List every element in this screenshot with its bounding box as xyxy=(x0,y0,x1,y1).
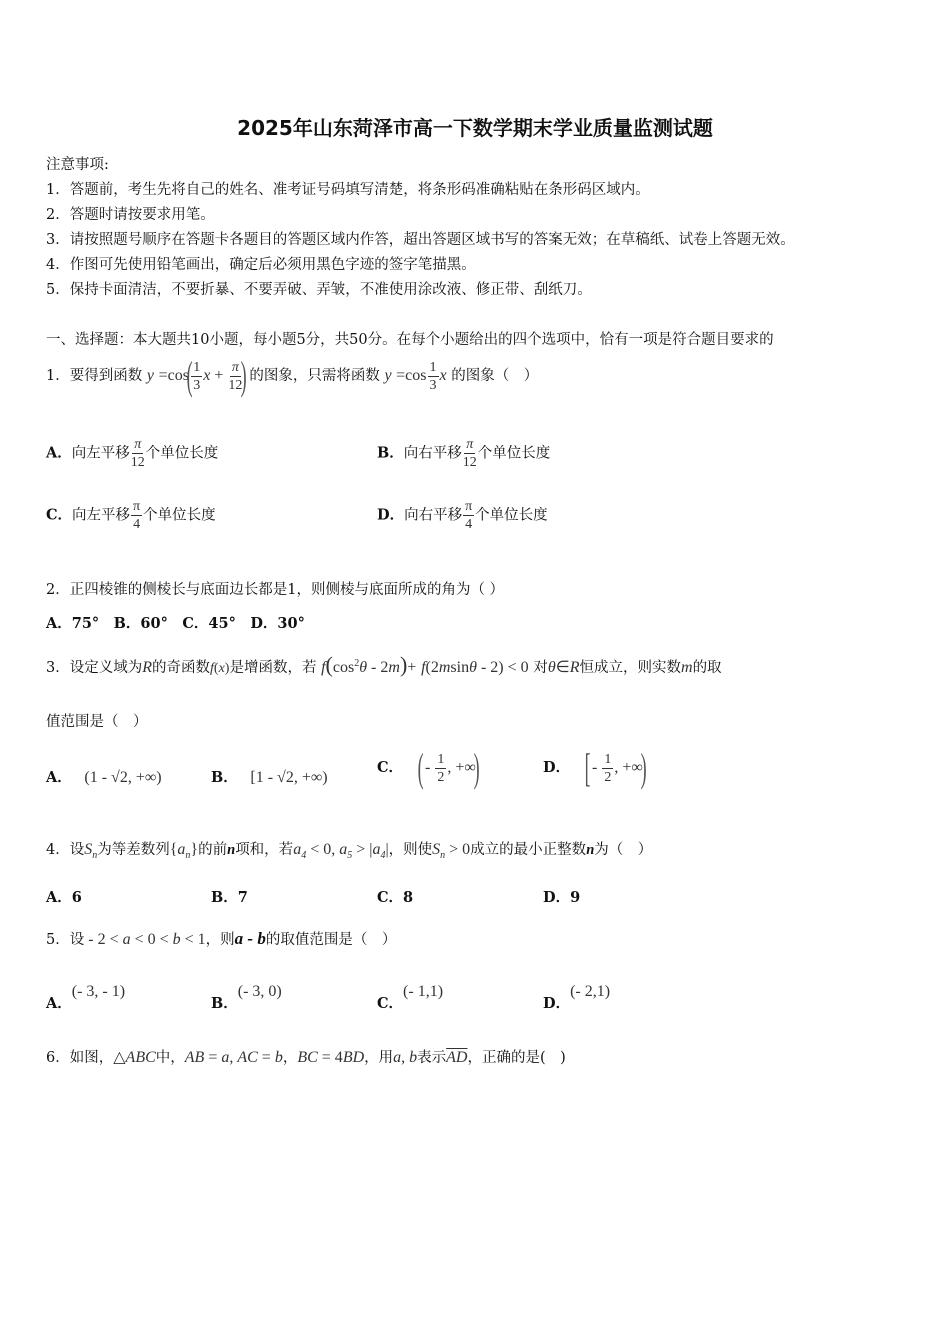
option-a[interactable]: A．(- 3, - 1) xyxy=(46,983,126,1012)
notice-item: 1．答题前，考生先将自己的姓名、准考证号码填写清楚，将条形码准确粘贴在条形码区域内。 xyxy=(46,182,650,198)
question-number: 1． xyxy=(46,368,70,384)
option-d[interactable]: D． [ - $\frac{1}{2}$ , +∞) xyxy=(543,745,647,790)
option-b[interactable]: B．向右平移 $\frac{\pi}{12}$ 个单位长度 xyxy=(377,437,551,470)
notice-item: 5．保持卡面清洁，不要折暴、不要弄破、弄皱，不准使用涂改液、修正带、刮纸刀。 xyxy=(46,282,592,298)
option-c[interactable]: C．(- 1,1) xyxy=(377,983,444,1012)
option-b[interactable]: B．(- 3, 0) xyxy=(211,983,282,1012)
question-4: 4．设$S_n$为等差数列$\{a_n\}$的前n项和，若$a_4 < 0$, $a_5 > |a_4|$，则使$S_n > 0$成立的最小正整数n为（ ） xyxy=(46,841,653,862)
question-2: 2．正四棱锥的侧棱长与底面边长都是1，则侧棱与底面所成的角为（ ） xyxy=(46,582,505,598)
formula: $f(\cos^2\theta - 2m)+ f(2msin\theta - 2) < 0$ xyxy=(321,652,529,677)
option-c[interactable]: C． ( - $\frac{1}{2}$ , +∞) xyxy=(377,745,480,790)
formula: y =cos $\frac{1}{3}$ x xyxy=(384,359,447,393)
question-6: 6．如图，△ABC中，AB = a, AC = b，BC = 4BD，用a, b表示$\overline{AD}$，正确的是( ) xyxy=(46,1049,566,1066)
option-d[interactable]: D．(- 2,1) xyxy=(543,983,611,1012)
option-b[interactable]: B．7 xyxy=(211,889,248,906)
option-d[interactable]: D．9 xyxy=(543,889,581,906)
question-1 xyxy=(46,353,539,398)
question-3: 3．设定义域为R的奇函数f(x)是增函数，若 $f(\cos^2\theta - 2m)+ f(2msin\theta - 2) < 0$ 对θ∈R恒成立，则实数m的取 xyxy=(46,652,722,677)
option-a[interactable]: A． (1 - √2, +∞) xyxy=(46,769,162,786)
notice-item: 2．答题时请按要求用笔。 xyxy=(46,207,215,223)
option-a[interactable]: A．6 xyxy=(46,889,82,906)
option-d[interactable]: D．向右平移 $\frac{\pi}{4}$ 个单位长度 xyxy=(377,499,548,532)
notice-item: 4．作图可先使用铅笔画出，确定后必须用黑色字迹的签字笔描黑。 xyxy=(46,257,476,273)
question-text: 的图象，只需将函数 xyxy=(249,368,380,384)
option-c[interactable]: C．向左平移 $\frac{\pi}{4}$ 个单位长度 xyxy=(46,499,216,532)
notice-heading: 注意事项: xyxy=(46,157,109,173)
option-c[interactable]: C．8 xyxy=(377,889,414,906)
formula: y =cos( $\frac{1}{3}$ x + $\frac{\pi}{12}$ ) xyxy=(146,353,248,398)
question-3-cont: 值范围是（ ） xyxy=(46,714,148,730)
section-heading: 一、选择题：本大题共10小题，每小题5分，共50分。在每个小题给出的四个选项中，恰有一项是符合题目要求的 xyxy=(46,332,774,348)
page-title: 2025年山东菏泽市高一下数学期末学业质量监测试题 xyxy=(237,116,713,140)
option-b[interactable]: B． [1 - √2, +∞) xyxy=(211,769,328,786)
question-text: 的图象（ ） xyxy=(451,368,539,384)
notice-item: 3．请按照题号顺序在答题卡各题目的答题区域内作答，超出答题区域书写的答案无效；在草稿纸、试卷上答题无效。 xyxy=(46,232,795,248)
option-a[interactable]: A．向左平移 $\frac{\pi}{12}$ 个单位长度 xyxy=(46,437,219,470)
question-text: 要得到函数 xyxy=(69,368,143,384)
question-2-options[interactable]: A．75° B．60° C．45° D．30° xyxy=(46,615,305,632)
question-5: 5．设 - 2 < a < 0 < b < 1，则a - b的取值范围是（ ） xyxy=(46,929,397,948)
